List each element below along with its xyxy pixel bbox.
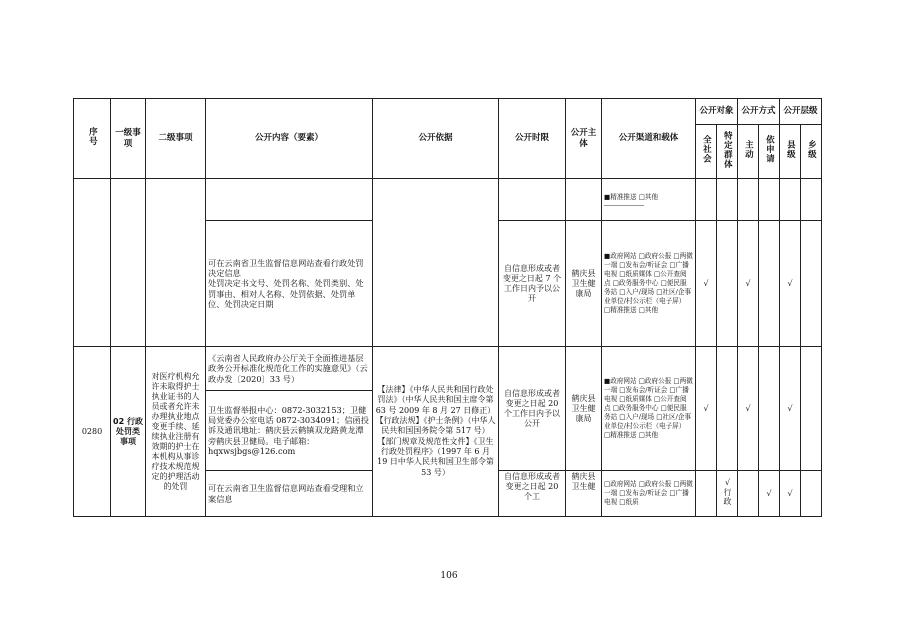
seq-cell: 0280 — [74, 347, 111, 517]
time-cell: 自信息形成或者变更之日起 7 个工作日内予以公开 — [499, 221, 566, 347]
time-cell: 自信息形成或者变更之日起 20 个工 — [499, 471, 566, 517]
header-time: 公开时限 — [499, 99, 566, 179]
header-target: 公开对象 — [696, 99, 738, 125]
header-content: 公开内容（要素） — [206, 99, 373, 179]
content-cell: 《云南省人民政府办公厅关于全面推进基层政务公开标准化规范化工作的实施意见》（云政办发〔2020〕33 号） — [206, 347, 373, 391]
subject-cell: 鹤庆县卫生健 — [566, 471, 602, 517]
content-cell: 可在云南省卫生监督信息网站查看行政处罚决定信息 处罚决定书文号、处罚名称、处罚类别、处罚事由、相对人名称、处罚依据、处罚单位、处罚决定日期 — [206, 221, 373, 347]
header-level1: 一级事项 — [111, 99, 146, 179]
table-row — [74, 347, 822, 391]
disclosure-table — [73, 98, 822, 517]
level2-cell: 对医疗机构允许未取得护士执业证书的人员或者允许未办理执业地点变更手续、延续执业注册有效期的护士在本机构从事诊疗技术规范规定的护理活动的处罚 — [146, 347, 206, 517]
check-level-county: √ — [780, 221, 801, 347]
header-level2: 二级事项 — [146, 99, 206, 179]
check-target-all: √ — [696, 221, 717, 347]
header-level-town: 乡级 — [801, 125, 822, 179]
header-level: 公开层级 — [780, 99, 822, 125]
check-method-active: √ — [738, 221, 759, 347]
check-target-specific: √行政 — [717, 471, 738, 517]
header-method-request: 依申请 — [759, 125, 780, 179]
basis-cell: 【法律】《中华人民共和国行政处罚法》（中华人民共和国主席令第 63 号 2009 年 8 月 27 日修正） 【行政法规】《护士条例》（中华人民共和国国务院令第 517 号） 【部门规章及规范性文件】《卫生行政处罚程序》（1997 年 6 月 19 日中华人民共和国卫生部令第 53 号） — [373, 347, 499, 517]
table-row — [74, 179, 822, 221]
check-target-all: √ — [696, 347, 717, 471]
content-cell: 可在云南省卫生监督信息网站查看受理和立案信息 — [206, 471, 373, 517]
header-level-county: 县级 — [780, 125, 801, 179]
subject-cell: 鹤庆县卫生健康局 — [566, 347, 602, 471]
header-method-active: 主动 — [738, 125, 759, 179]
header-row-1 — [74, 99, 822, 125]
subject-cell: 鹤庆县卫生健康局 — [566, 221, 602, 347]
check-method-active: √ — [738, 347, 759, 471]
header-seq: 序号 — [74, 99, 111, 179]
header-method: 公开方式 — [738, 99, 780, 125]
channel-cell: ■政府网站 □政府公报 □两微一端 □发布会/听证会 □广播电视 □纸质媒体 □公开查阅点 □政务服务中心 □便民服务站 □入户/现场 □社区/企事业单位/村公示栏（电子屏） □精准推送 □其他 — [602, 347, 696, 471]
check-level-county: √ — [780, 347, 801, 471]
channel-cell: ■政府网站 □政府公报 □两微一端 □发布会/听证会 □广播电视 □纸质媒体 □公开查阅点 □政务服务中心 □便民服务站 □入户/现场 □社区/企事业单位/村公示栏（电子屏） □精准推送 □其他 — [602, 221, 696, 347]
header-subject: 公开主体 — [566, 99, 602, 179]
header-target-all: 全社会 — [696, 125, 717, 179]
check-method-request: √ — [759, 471, 780, 517]
header-channel: 公开渠道和载体 — [602, 99, 696, 179]
page-number: 106 — [440, 571, 458, 581]
channel-cell: ■精准推送 □其他 — [602, 179, 696, 221]
content-cell: 卫生监督举报中心：0872-3032153；卫健局党委办公室电话 0872-3034091；信函投诉及通讯地址：鹤庆县云鹤镇双龙路黄龙潭旁鹤庆县卫健局。电子邮箱：hqxwsjbgs@126.com — [206, 391, 373, 471]
channel-cell: □政府网站 □政府公报 □两微一端 □发布会/听证会 □广播电视 □纸质 — [602, 471, 696, 517]
check-level-county: √ — [780, 471, 801, 517]
time-cell: 自信息形成或者变更之日起 20 个工作日内予以公开 — [499, 347, 566, 471]
header-target-specific: 特定群体 — [717, 125, 738, 179]
level1-cell: 02 行政处罚类事项 — [111, 347, 146, 517]
header-basis: 公开依据 — [373, 99, 499, 179]
